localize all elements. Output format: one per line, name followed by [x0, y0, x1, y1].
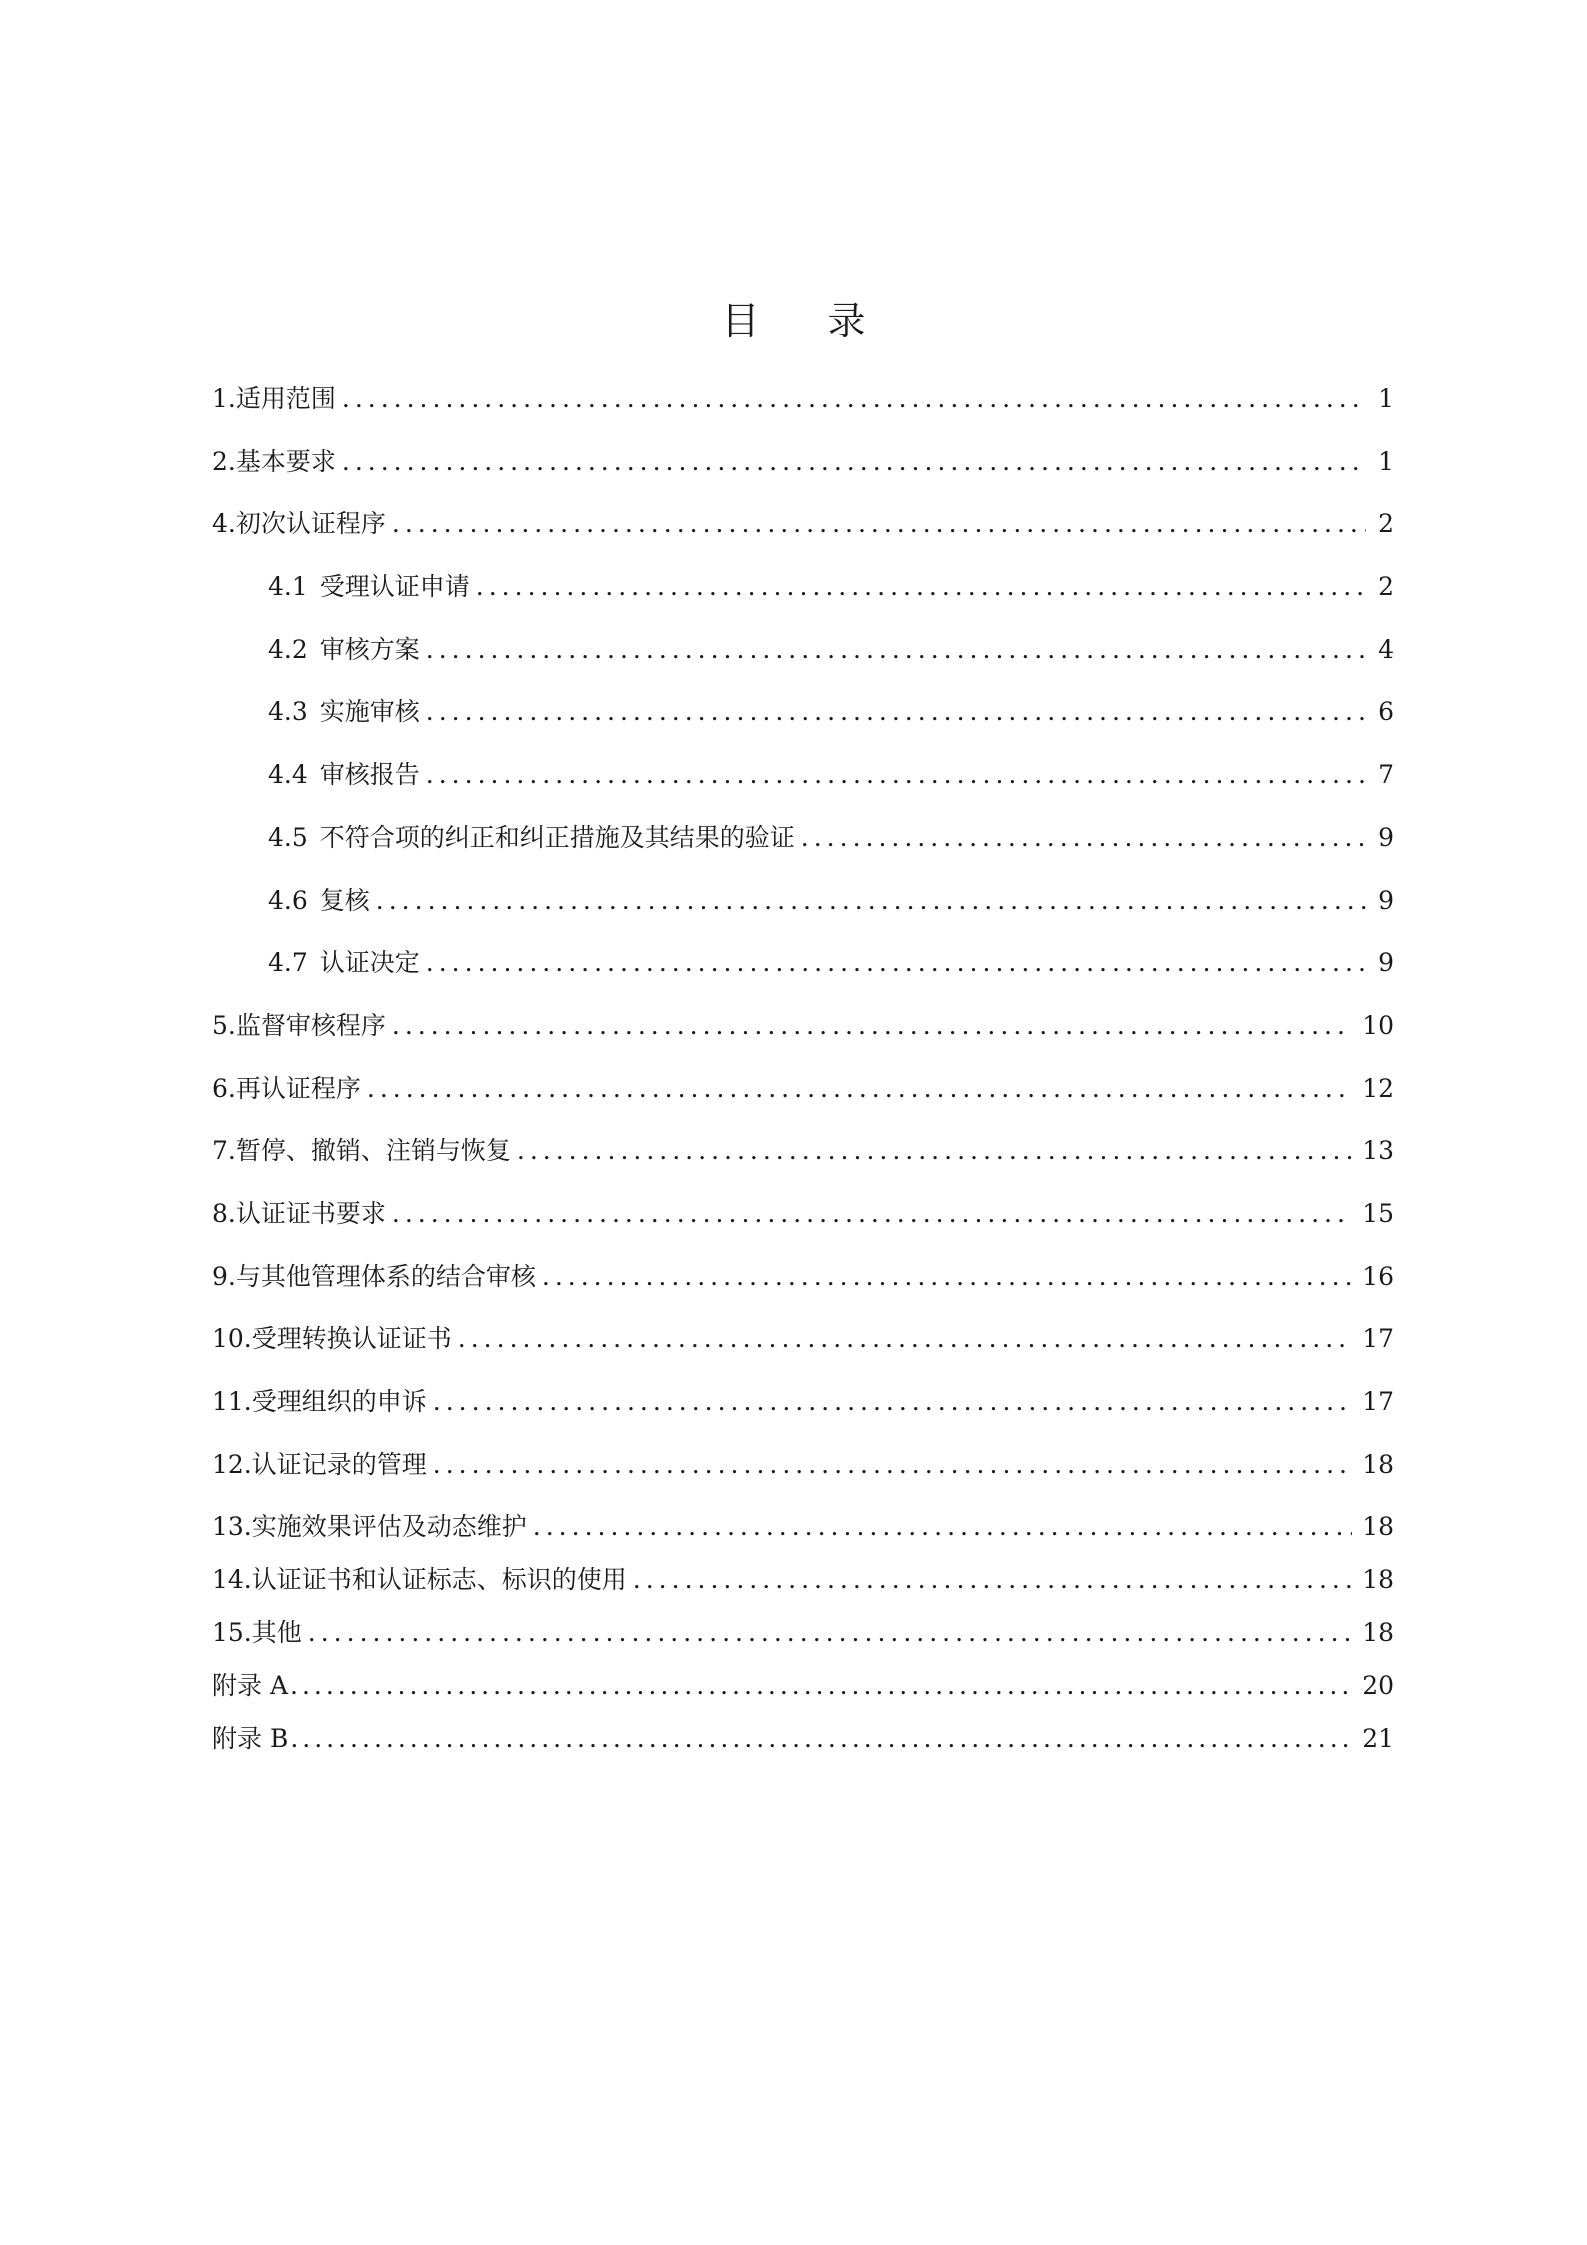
- toc-leader-dots: [476, 556, 1366, 618]
- toc-entry-7[interactable]: [212, 1120, 1394, 1183]
- toc-leader-dots: [342, 368, 1366, 430]
- toc-entry-9[interactable]: [212, 1246, 1394, 1309]
- toc-leader-dots: [392, 493, 1366, 555]
- toc-entry-number: 11.: [212, 1387, 252, 1416]
- toc-entry-4[interactable]: [212, 493, 1394, 556]
- toc-leader-dots: [426, 619, 1366, 681]
- toc-leader-dots: [542, 1246, 1352, 1308]
- toc-entry-label: 复核: [319, 885, 370, 915]
- toc-entry-page: 9: [1378, 948, 1394, 978]
- toc-entry-number: 4.5: [268, 822, 308, 852]
- toc-entry-label: 受理组织的申诉: [251, 1387, 427, 1416]
- toc-entry-page: 17: [1362, 1387, 1394, 1416]
- toc-entry-page: 17: [1362, 1324, 1394, 1354]
- toc-entry-number: 15.: [212, 1618, 252, 1648]
- toc-entry-4-3[interactable]: [212, 681, 1394, 744]
- toc-entry-label: 受理认证申请: [319, 572, 470, 602]
- toc-entry-label: 暂停、撤销、注销与恢复: [235, 1136, 511, 1166]
- toc-entry-4-6[interactable]: [212, 870, 1394, 933]
- toc-entry-page: 2: [1378, 509, 1394, 539]
- toc-leader-dots: [392, 995, 1352, 1057]
- toc-entry-1[interactable]: [212, 368, 1394, 431]
- toc-leader-dots: [426, 744, 1366, 806]
- toc-entry-number: 1.: [212, 384, 236, 413]
- toc-entry-number: 4.1: [268, 572, 308, 602]
- toc-entry-15[interactable]: [212, 1602, 1394, 1655]
- toc-entry-page: 10: [1362, 1010, 1394, 1040]
- toc-leader-dots: [376, 870, 1366, 932]
- toc-entry-label: 监督审核程序: [235, 1010, 386, 1040]
- toc-entry-number: 5.: [212, 1010, 236, 1040]
- toc-entry-label: 初次认证程序: [235, 509, 386, 539]
- toc-entry-label: 审核方案: [319, 634, 420, 664]
- toc-leader-dots: [517, 1120, 1352, 1182]
- toc-entry-number: 4.7: [268, 948, 308, 978]
- toc-entry-number: 14.: [212, 1565, 252, 1595]
- toc-leader-dots: [426, 681, 1366, 743]
- toc-entry-label: 实施效果评估及动态维护: [251, 1512, 527, 1542]
- toc-entry-label: 认证记录的管理: [251, 1449, 427, 1479]
- toc-entry-appendix-b[interactable]: [212, 1708, 1394, 1761]
- toc-entry-number: 4.: [212, 509, 236, 539]
- toc-entry-number: 6.: [212, 1073, 236, 1103]
- toc-entry-page: 18: [1362, 1449, 1394, 1479]
- toc-leader-dots: [458, 1308, 1352, 1370]
- toc-entry-4-2[interactable]: [212, 619, 1394, 682]
- toc-entry-label: 受理转换认证证书: [251, 1324, 452, 1354]
- toc-entry-page: 9: [1378, 885, 1394, 915]
- toc-leader-dots: [367, 1058, 1352, 1120]
- toc-entry-label: 认证证书和认证标志、标识的使用: [251, 1565, 627, 1595]
- toc-entry-number: 4.4: [268, 760, 308, 790]
- toc-entry-label: 适用范围: [235, 384, 336, 413]
- toc-entry-page: 18: [1362, 1512, 1394, 1542]
- toc-entry-page: 13: [1362, 1136, 1394, 1166]
- toc-entry-page: 15: [1362, 1198, 1394, 1228]
- toc-entry-page: 16: [1362, 1261, 1394, 1291]
- toc-leader-dots: [433, 1371, 1352, 1433]
- toc-entry-page: 20: [1362, 1671, 1394, 1701]
- toc-entry-page: 21: [1362, 1724, 1394, 1754]
- toc-entry-label: 与其他管理体系的结合审核: [235, 1261, 536, 1291]
- toc-entry-label: 认证决定: [319, 948, 420, 978]
- toc-entry-page: 18: [1362, 1618, 1394, 1648]
- toc-entry-number: 9.: [212, 1261, 236, 1291]
- toc-entry-page: 1: [1378, 384, 1394, 413]
- toc-entry-4-5[interactable]: [212, 807, 1394, 870]
- toc-entry-number: 2.: [212, 446, 236, 476]
- toc-entry-2[interactable]: [212, 431, 1394, 494]
- toc-entry-4-1[interactable]: [212, 556, 1394, 619]
- toc-title: 目 录: [721, 299, 894, 343]
- toc-entry-4-4[interactable]: [212, 744, 1394, 807]
- toc-entry-page: 7: [1378, 760, 1394, 790]
- toc-entry-page: 4: [1378, 634, 1394, 664]
- toc-entry-13[interactable]: [212, 1496, 1394, 1549]
- toc-entry-page: 9: [1378, 822, 1394, 852]
- toc-entry-5[interactable]: [212, 995, 1394, 1058]
- toc-entry-8[interactable]: [212, 1183, 1394, 1246]
- toc-leader-dots: [392, 1183, 1352, 1245]
- toc-leader-dots: [426, 932, 1366, 994]
- toc-entry-label: 其他: [251, 1618, 302, 1648]
- toc-entry-label: 基本要求: [235, 446, 336, 476]
- toc-entry-label: 附录 B: [212, 1724, 289, 1754]
- toc-entry-4-7[interactable]: [212, 932, 1394, 995]
- toc-leader-dots: [290, 1708, 1352, 1770]
- toc-entry-number: 4.2: [268, 634, 308, 664]
- toc-entry-11[interactable]: [212, 1371, 1394, 1434]
- toc-entry-number: 7.: [212, 1136, 236, 1166]
- toc-entry-page: 2: [1378, 572, 1394, 602]
- toc-entry-label: 实施审核: [319, 697, 420, 727]
- toc-entry-number: 13.: [212, 1512, 252, 1542]
- toc-entry-page: 12: [1362, 1073, 1394, 1103]
- toc-entry-page: 18: [1362, 1565, 1394, 1595]
- toc-entry-number: 8.: [212, 1198, 236, 1228]
- toc-entry-12[interactable]: [212, 1434, 1394, 1497]
- toc-entry-10[interactable]: [212, 1308, 1394, 1371]
- table-of-contents: [212, 368, 1394, 1761]
- toc-entry-page: 1: [1378, 446, 1394, 476]
- toc-leader-dots: [342, 431, 1366, 493]
- toc-entry-label: 不符合项的纠正和纠正措施及其结果的验证: [319, 822, 795, 852]
- toc-entry-appendix-a[interactable]: [212, 1655, 1394, 1708]
- toc-entry-number: 12.: [212, 1449, 252, 1479]
- toc-entry-label: 认证证书要求: [235, 1198, 386, 1228]
- toc-entry-label: 审核报告: [319, 760, 420, 790]
- toc-entry-page: 6: [1378, 697, 1394, 727]
- toc-entry-number: 10.: [212, 1324, 252, 1354]
- toc-entry-6[interactable]: [212, 1058, 1394, 1121]
- toc-entry-number: 4.6: [268, 885, 308, 915]
- toc-entry-label: 再认证程序: [235, 1073, 361, 1103]
- toc-entry-14[interactable]: [212, 1549, 1394, 1602]
- toc-leader-dots: [801, 807, 1366, 869]
- toc-entry-number: 4.3: [268, 697, 308, 727]
- toc-leader-dots: [433, 1434, 1352, 1496]
- toc-entry-label: 附录 A: [212, 1671, 289, 1701]
